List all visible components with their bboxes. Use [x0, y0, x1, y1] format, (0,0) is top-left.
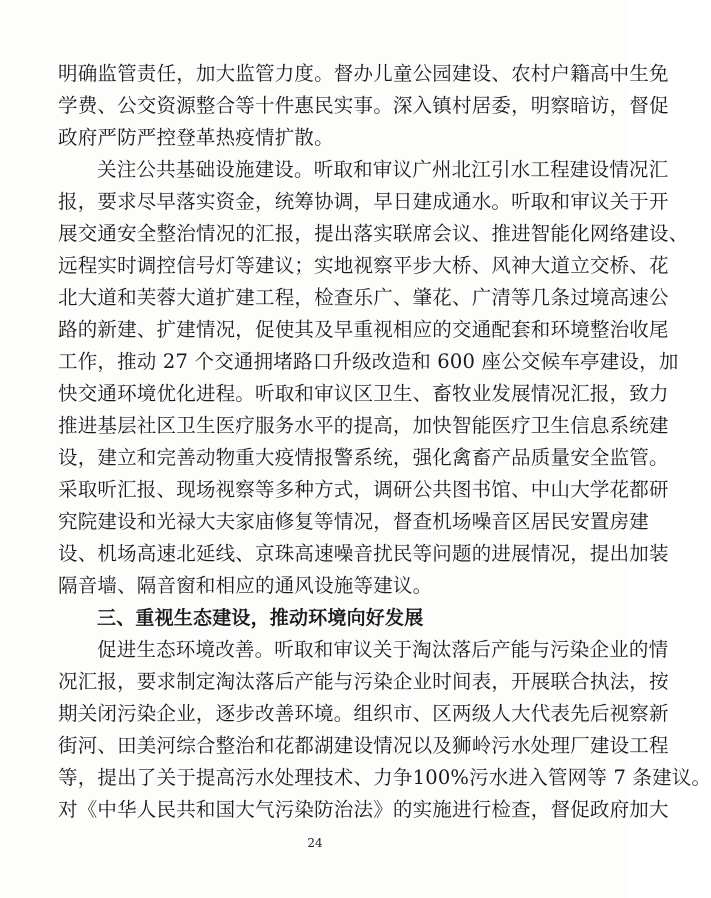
text-line: 设，建立和完善动物重大疫情报警系统，强化禽畜产品质量安全监管。 — [58, 446, 669, 469]
text-line: 路的新建、扩建情况，促使其及早重视相应的交通配套和环境整治收尾 — [58, 318, 669, 341]
page-number: 24 — [307, 836, 323, 850]
text-line: 期关闭污染企业，逐步改善环境。组织市、区两级人大代表先后视察新 — [58, 702, 669, 725]
text-line: 关注公共基础设施建设。听取和审议广州北江引水工程建设情况汇 — [97, 158, 669, 181]
text-line: 报，要求尽早落实资金，统筹协调，早日建成通水。听取和审议关于开 — [58, 190, 669, 213]
text-line: 设、机场高速北延线、京珠高速噪音扰民等问题的进展情况，提出加装 — [58, 542, 669, 565]
text-line: 街河、田美河综合整治和花都湖建设情况以及狮岭污水处理厂建设工程 — [58, 734, 669, 757]
text-line: 快交通环境优化进程。听取和审议区卫生、畜牧业发展情况汇报，致力 — [58, 382, 669, 405]
text-line: 展交通安全整治情况的汇报，提出落实联席会议、推进智能化网络建设、 — [58, 222, 689, 245]
text-line: 北大道和芙蓉大道扩建工程，检查乐广、肇花、广清等几条过境高速公 — [58, 286, 669, 309]
text-line: 对《中华人民共和国大气污染防治法》的实施进行检查，督促政府加大 — [58, 798, 669, 821]
text-line: 隔音墙、隔音窗和相应的通风设施等建议。 — [58, 574, 433, 597]
text-line: 学费、公交资源整合等十件惠民实事。深入镇村居委，明察暗访，督促 — [58, 94, 669, 117]
body-text — [58, 58, 711, 826]
text-line: 促进生态环境改善。听取和审议关于淘汰落后产能与污染企业的情 — [97, 638, 669, 661]
text-line: 究院建设和光禄大夫家庙修复等情况，督查机场噪音区居民安置房建 — [58, 510, 650, 533]
section-heading: 三、重视生态建设，推动环境向好发展 — [97, 607, 424, 629]
text-line: 推进基层社区卫生医疗服务水平的提高，加快智能医疗卫生信息系统建 — [58, 414, 669, 437]
text-line: 等，提出了关于提高污水处理技术、力争100%污水进入管网等 7 条建议。 — [58, 766, 711, 789]
text-line: 采取听汇报、现场视察等多种方式，调研公共图书馆、中山大学花都研 — [58, 478, 669, 501]
text-line: 工作，推动 27 个交通拥堵路口升级改造和 600 座公交候车亭建设，加 — [58, 350, 679, 373]
text-line: 政府严防严控登革热疫情扩散。 — [58, 126, 334, 149]
text-line: 况汇报，要求制定淘汰落后产能与污染企业时间表，开展联合执法，按 — [58, 670, 669, 693]
text-line: 明确监管责任，加大监管力度。督办儿童公园建设、农村户籍高中生免 — [58, 62, 669, 85]
text-line: 远程实时调控信号灯等建议；实地视察平步大桥、风神大道立交桥、花 — [58, 254, 669, 277]
